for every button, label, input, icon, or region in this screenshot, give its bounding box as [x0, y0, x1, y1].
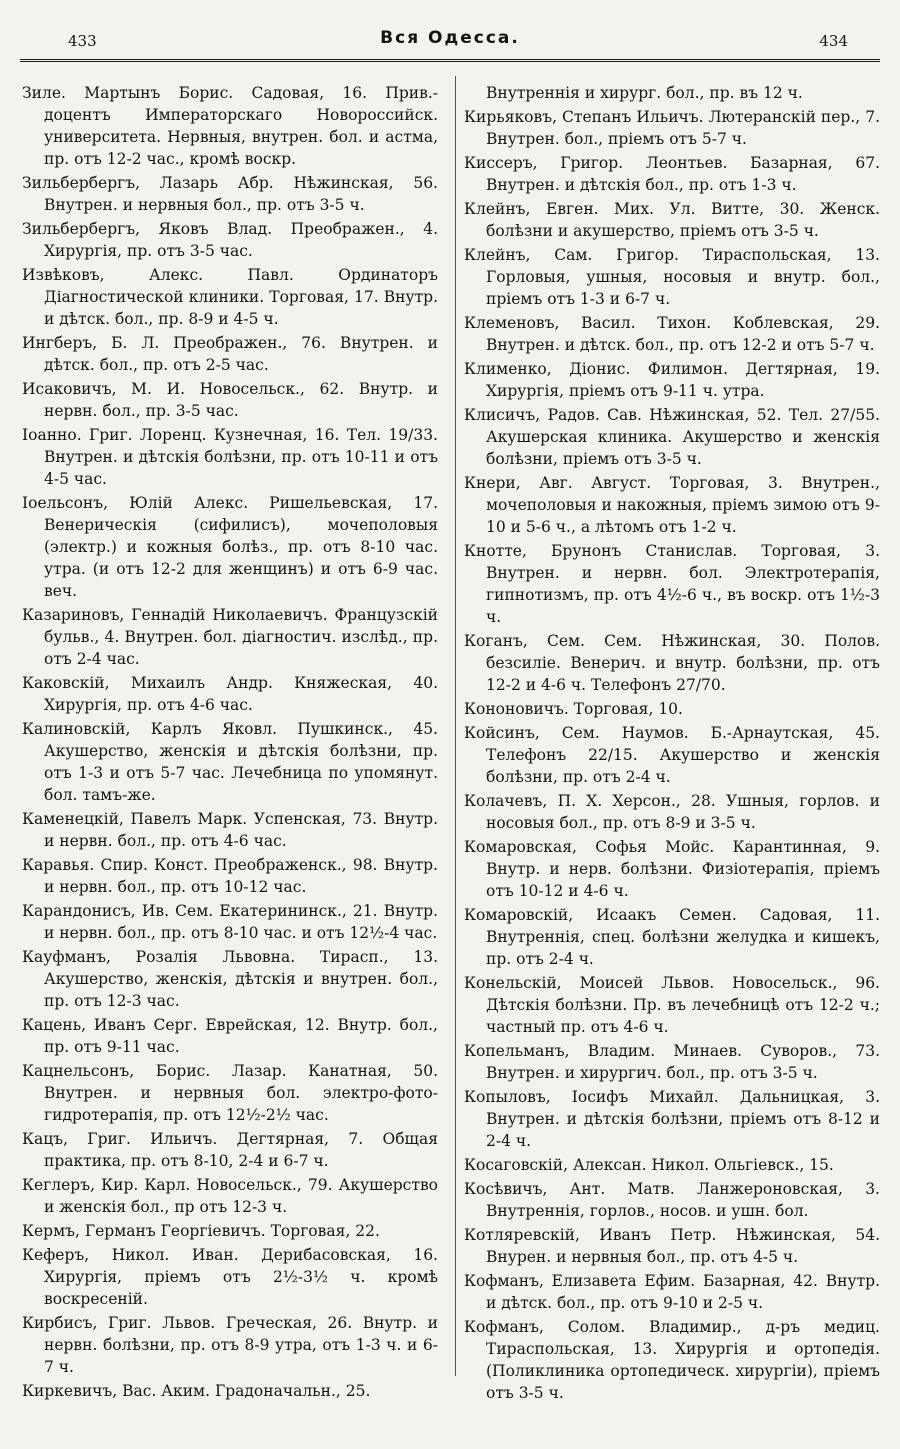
- directory-entry: Каковскій, Михаилъ Андр. Княжеская, 40. Хирургія, пр. отъ 4-6 час.: [22, 674, 438, 714]
- directory-entry: Кеферъ, Никол. Иван. Дерибасовская, 16. Хирургія, пріемъ отъ 2½-3½ ч. кромѣ воскресеній.: [22, 1246, 438, 1308]
- running-title: Вся Одесса.: [380, 28, 520, 48]
- directory-entry: Кофманъ, Солом. Владимир., д-ръ медиц. Тираспольская, 13. Хирургія и ортопедія. (Поликлиника ортопедическ. хирургіи), пріемъ отъ 3-5 ч.: [464, 1318, 880, 1402]
- directory-entry: Комаровская, Софья Мойс. Карантинная, 9. Внутр. и нерв. болѣзни. Физіотерапія, пріемъ отъ 10-12 и 4-6 ч.: [464, 838, 880, 900]
- directory-entry: Карандонисъ, Ив. Сем. Екатерининск., 21. Внутр. и нервн. бол., пр. отъ 8-10 час. и отъ 12½-4 час.: [22, 902, 438, 942]
- left-column: [22, 82, 438, 1404]
- directory-entry: Калиновскій, Карлъ Яковл. Пушкинск., 45. Акушерство, женскія и дѣтскія болѣзни, пр. отъ 1-3 и отъ 5-7 час. Лечебница по упомянут. бол. тамъ-же.: [22, 720, 438, 804]
- directory-entry: Каменецкій, Павелъ Марк. Успенская, 73. Внутр. и нервн. бол., пр. отъ 4-6 час.: [22, 810, 438, 850]
- page-number-right: 434: [819, 32, 848, 50]
- directory-entry: Клеменовъ, Васил. Тихон. Коблевская, 29. Внутрен. и дѣтск. бол., пр. отъ 12-2 и отъ 5-7 ч.: [464, 314, 880, 354]
- page-number-left: 433: [68, 32, 97, 50]
- directory-entry: Зильбербергъ, Лазарь Абр. Нѣжинская, 56. Внутрен. и нервныя бол., пр. отъ 3-5 ч.: [22, 174, 438, 214]
- directory-entry: Кирьяковъ, Степанъ Ильичъ. Лютеранскій пер., 7. Внутрен. бол., пріемъ отъ 5-7 ч.: [464, 108, 880, 148]
- right-column: [464, 82, 880, 1406]
- directory-entry: Конельскій, Моисей Львов. Новосельск., 96. Дѣтскія болѣзни. Пр. въ лечебницѣ отъ 12-2 ч.; частный пр. отъ 4-6 ч.: [464, 974, 880, 1036]
- directory-entry: Кеглеръ, Кир. Карл. Новосельск., 79. Акушерство и женскія бол., пр отъ 12-3 ч.: [22, 1176, 438, 1216]
- directory-entry: Клейнъ, Евген. Мих. Ул. Витте, 30. Женск. болѣзни и акушерство, пріемъ отъ 3-5 ч.: [464, 200, 880, 240]
- directory-entry: Колачевъ, П. Х. Херсон., 28. Ушныя, горлов. и носовыя бол., пр. отъ 8-9 и 3-5 ч.: [464, 792, 880, 832]
- directory-entry: Кацнельсонъ, Борис. Лазар. Канатная, 50. Внутрен. и нервныя бол. электро-фото-гидротерапія, пр. отъ 12½-2½ час.: [22, 1062, 438, 1124]
- directory-entry: Киркевичъ, Вас. Аким. Градоначальн., 25.: [22, 1382, 371, 1400]
- directory-entry: Кофманъ, Елизавета Ефим. Базарная, 42. Внутр. и дѣтск. бол., пр. отъ 9-10 и 2-5 ч.: [464, 1272, 880, 1312]
- page-header: [20, 14, 880, 62]
- directory-entry: Казариновъ, Геннадій Николаевичъ. Французскій бульв., 4. Внутрен. бол. діагностич. изслѣд., пр. отъ 2-4 час.: [22, 606, 438, 668]
- directory-entry: Кауфманъ, Розалія Львовна. Тирасп., 13. Акушерство, женскія, дѣтскія и внутрен. бол., пр. отъ 12-3 час.: [22, 948, 438, 1010]
- directory-entry: Каравья. Спир. Конст. Преображенск., 98. Внутр. и нервн. бол., пр. отъ 10-12 час.: [22, 856, 438, 896]
- header-rule: [20, 59, 880, 62]
- directory-entry: Іоанно. Григ. Лоренц. Кузнечная, 16. Тел. 19/33. Внутрен. и дѣтскія болѣзни, пр. отъ 10-11 и отъ 4-5 час.: [22, 426, 438, 488]
- directory-entry: Клейнъ, Сам. Григор. Тираспольская, 13. Горловыя, ушныя, носовыя и внутр. бол., пріемъ отъ 1-3 и 6-7 ч.: [464, 246, 880, 308]
- directory-entry: Ингберъ, Б. Л. Преображен., 76. Внутрен. и дѣтск. бол., пр. отъ 2-5 час.: [22, 334, 438, 374]
- directory-entry: Кнотте, Брунонъ Станислав. Торговая, 3. Внутрен. и нервн. бол. Электротерапія, гипнотизмъ, пр. отъ 4½-6 ч., въ воскр. отъ 1½-3 ч.: [464, 542, 880, 626]
- directory-entry: Клисичъ, Радов. Сав. Нѣжинская, 52. Тел. 27/55. Акушерская клиника. Акушерство и женскія болѣзни, пріемъ отъ 3-5 ч.: [464, 406, 880, 468]
- directory-entry: Кононовичъ. Торговая, 10.: [464, 700, 683, 718]
- directory-entry: Копыловъ, Іосифъ Михайл. Дальницкая, 3. Внутрен. и дѣтскія болѣзни, пріемъ отъ 8-12 и 2-4 ч.: [464, 1088, 880, 1150]
- directory-entry: Киссеръ, Григор. Леонтьев. Базарная, 67. Внутрен. и дѣтскія бол., пр. отъ 1-3 ч.: [464, 154, 880, 194]
- continuation-entry: Внутреннія и хирург. бол., пр. въ 12 ч.: [486, 84, 803, 102]
- directory-entry: Кнери, Авг. Август. Торговая, 3. Внутрен., мочеполовыя и накожныя, пріемъ зимою отъ 9-10 и 5-6 ч., а лѣтомъ отъ 1-2 ч.: [464, 474, 880, 536]
- directory-entry: Исаковичъ, М. И. Новосельск., 62. Внутр. и нервн. бол., пр. 3-5 час.: [22, 380, 438, 420]
- directory-entry: Косаговскій, Алексан. Никол. Ольгіевск., 15.: [464, 1156, 834, 1174]
- directory-entry: Кацъ, Григ. Ильичъ. Дегтярная, 7. Общая практика, пр. отъ 8-10, 2-4 и 6-7 ч.: [22, 1130, 438, 1170]
- directory-entry: Зильбербергъ, Яковъ Влад. Преображен., 4. Хирургія, пр. отъ 3-5 час.: [22, 220, 438, 260]
- directory-entry: Извѣковъ, Алекс. Павл. Ординаторъ Діагностической клиники. Торговая, 17. Внутр. и дѣтск. бол., пр. 8-9 и 4-5 ч.: [22, 266, 438, 328]
- directory-entry: Кацень, Иванъ Серг. Еврейская, 12. Внутр. бол., пр. отъ 9-11 час.: [22, 1016, 438, 1056]
- directory-entry: Копельманъ, Владим. Минаев. Суворов., 73. Внутрен. и хирургич. бол., пр. отъ 3-5 ч.: [464, 1042, 880, 1082]
- directory-entry: Іоельсонъ, Юлій Алекс. Ришельевская, 17. Венерическія (сифилисъ), мочеполовыя (электр.) и кожныя болѣз., пр. отъ 8-10 час. утра. (и отъ 12-2 для женщинъ) и отъ 6-9 час. веч.: [22, 494, 438, 600]
- directory-entry: Кирбисъ, Григ. Львов. Греческая, 26. Внутр. и нервн. болѣзни, пр. отъ 8-9 утра, отъ 1-3 ч. и 6-7 ч.: [22, 1314, 438, 1376]
- directory-entry: Клименко, Діонис. Филимон. Дегтярная, 19. Хирургія, пріемъ отъ 9-11 ч. утра.: [464, 360, 880, 400]
- directory-entry: Комаровскій, Исаакъ Семен. Садовая, 11. Внутреннія, спец. болѣзни желудка и кишекъ, пр. отъ 2-4 ч.: [464, 906, 880, 968]
- directory-entry: Зиле. Мартынъ Борис. Садовая, 16. Прив.-доцентъ Императорскаго Новороссийск. университета. Нервныя, внутрен. бол. и астма, пр. отъ 12-2 час., кромѣ воскр.: [22, 84, 438, 168]
- directory-entry: Котляревскій, Иванъ Петр. Нѣжинская, 54. Внурен. и нервныя бол., пр. отъ 4-5 ч.: [464, 1226, 880, 1266]
- directory-entry: Косѣвичъ, Ант. Матв. Ланжероновская, 3. Внутреннія, горлов., носов. и ушн. бол.: [464, 1180, 880, 1220]
- directory-entry: Койсинъ, Сем. Наумов. Б.-Арнаутская, 45. Телефонъ 22/15. Акушерство и женскія болѣзни, пр. отъ 2-4 ч.: [464, 724, 880, 786]
- directory-entry: Коганъ, Сем. Сем. Нѣжинская, 30. Полов. безсиліе. Венерич. и внутр. болѣзни, пр. отъ 12-2 и 4-6 ч. Телефонъ 27/70.: [464, 632, 880, 694]
- directory-entry: Кермъ, Германъ Георгіевичъ. Торговая, 22.: [22, 1222, 380, 1240]
